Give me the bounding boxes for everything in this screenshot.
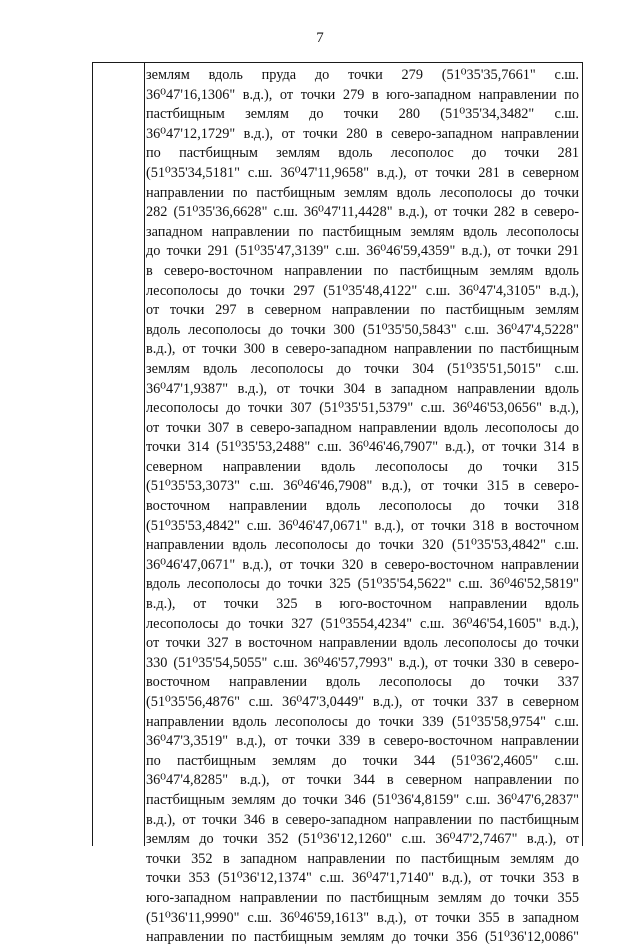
text-line: лесополосы до точки 307 (51⁰35'51,5379" с.ш. 36⁰46'53,0656" в.д.), xyxy=(146,400,579,417)
text-line: точки 353 (51⁰36'12,1374" с.ш. 36⁰47'1,7140" в.д.), от точки 353 в xyxy=(146,870,579,887)
text-line: (51⁰35'56,4876" с.ш. 36⁰47'3,0449" в.д.), от точки 337 в северном xyxy=(146,694,579,710)
text-line: 282 (51⁰35'36,6628" с.ш. 36⁰47'11,4428" в.д.), от точки 282 в северо- xyxy=(146,204,579,221)
text-line: 36⁰47'12,1729" в.д.), от точки 280 в северо-западном направлении xyxy=(146,125,579,142)
text-line: северном направлении вдоль лесополосы до точки 315 xyxy=(146,458,579,475)
text-line: лесополосы до точки 297 (51⁰35'48,4122" с.ш. 36⁰47'4,3105" в.д.), xyxy=(146,282,579,299)
text-line: 36⁰46'47,0671" в.д.), от точки 320 в северо-восточном направлении xyxy=(146,556,579,573)
text-line: по пастбищным землям вдоль лесополос до точки 281 xyxy=(146,145,579,162)
text-line: в северо-восточном направлении по пастбищным землям вдоль xyxy=(146,262,579,279)
text-line: западном направлении по пастбищным землям вдоль лесополосы xyxy=(146,223,579,240)
text-line: от точки 297 в северном направлении по пастбищным землям xyxy=(146,302,579,319)
text-line: направлении по пастбищным землям вдоль лесополосы до точки xyxy=(146,184,579,201)
text-line: вдоль лесополосы до точки 325 (51⁰35'54,5622" с.ш. 36⁰46'52,5819" xyxy=(146,576,579,593)
document-table xyxy=(92,62,583,946)
text-line: землям вдоль пруда до точки 279 (51⁰35'35,7661" с.ш. xyxy=(146,67,579,83)
text-line: восточном направлении вдоль лесополосы до точки 318 xyxy=(146,498,579,515)
text-line: 36⁰47'3,3519" в.д.), от точки 339 в северо-восточном направлении xyxy=(146,733,579,750)
text-line: землям вдоль лесополосы до точки 304 (51⁰35'51,5015" с.ш. xyxy=(146,360,579,377)
text-line: (51⁰35'53,4842" с.ш. 36⁰46'47,0671" в.д.), от точки 318 в восточном xyxy=(146,517,579,534)
text-line: точки 352 в западном направлении по пастбищным землям до xyxy=(146,850,579,867)
text-line: (51⁰35'53,3073" с.ш. 36⁰46'46,7908" в.д.), от точки 315 в северо- xyxy=(146,478,579,495)
text-line: 36⁰47'4,8285" в.д.), от точки 344 в северном направлении по xyxy=(146,772,579,789)
table-left-column xyxy=(93,63,145,846)
text-line: точки 314 (51⁰35'53,2488" с.ш. 36⁰46'46,7907" в.д.), от точки 314 в xyxy=(146,439,579,456)
text-line: в.д.), от точки 346 в северо-западном направлении по пастбищным xyxy=(146,811,579,828)
text-line: до точки 291 (51⁰35'47,3139" с.ш. 36⁰46'59,4359" в.д.), от точки 291 xyxy=(146,243,579,260)
text-line: землям до точки 352 (51⁰36'12,1260" с.ш. 36⁰47'2,7467" в.д.), от xyxy=(146,831,579,848)
text-line: вдоль лесополосы до точки 300 (51⁰35'50,5843" с.ш. 36⁰47'4,5228" xyxy=(146,321,579,338)
text-line: направлении вдоль лесополосы до точки 339 (51⁰35'58,9754" с.ш. xyxy=(146,713,579,730)
text-line: направлении вдоль лесополосы до точки 320 (51⁰35'53,4842" с.ш. xyxy=(146,537,579,554)
text-line: лесополосы до точки 327 (51⁰3554,4234" с.ш. 36⁰46'54,1605" в.д.), xyxy=(146,615,579,632)
text-line: в.д.), от точки 325 в юго-восточном направлении вдоль xyxy=(146,596,579,613)
text-line: юго-западном направлении по пастбищным землям до точки 355 xyxy=(146,889,579,906)
text-line: в.д.), от точки 300 в северо-западном направлении по пастбищным xyxy=(146,341,579,358)
text-line: направлении по пастбищным землям до точки 356 (51⁰36'12,0086" xyxy=(146,929,579,946)
boundary-description-cell xyxy=(146,66,579,948)
text-line: по пастбищным землям до точки 344 (51⁰36'2,4605" с.ш. xyxy=(146,752,579,769)
text-line: (51⁰35'34,5181" с.ш. 36⁰47'11,9658" в.д.), от точки 281 в северном xyxy=(146,164,579,181)
text-line: пастбищным землям до точки 280 (51⁰35'34,3482" с.ш. xyxy=(146,106,579,123)
text-line: 36⁰47'1,9387" в.д.), от точки 304 в западном направлении вдоль xyxy=(146,380,579,397)
page-number: 7 xyxy=(316,30,324,46)
text-line: от точки 327 в восточном направлении вдоль лесополосы до точки xyxy=(146,635,579,652)
text-line: от точки 307 в северо-западном направлении вдоль лесополосы до xyxy=(146,419,579,436)
text-line: 330 (51⁰35'54,5055" с.ш. 36⁰46'57,7993" в.д.), от точки 330 в северо- xyxy=(146,654,579,671)
text-line: восточном направлении вдоль лесополосы до точки 337 xyxy=(146,674,579,691)
text-line: (51⁰36'11,9990" с.ш. 36⁰46'59,1613" в.д.), от точки 355 в западном xyxy=(146,909,579,926)
text-line: 36⁰47'16,1306" в.д.), от точки 279 в юго-западном направлении по xyxy=(146,86,579,103)
text-line: пастбищным землям до точки 346 (51⁰36'4,8159" с.ш. 36⁰47'6,2837" xyxy=(146,791,579,808)
